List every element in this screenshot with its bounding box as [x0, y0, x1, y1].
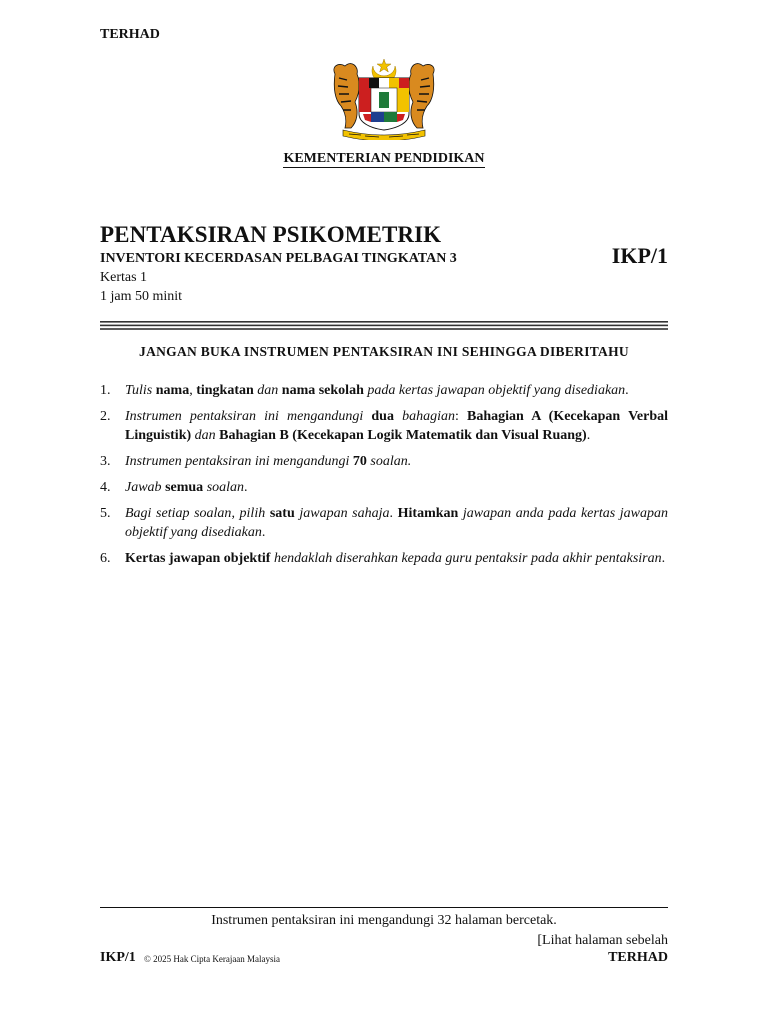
- instruction-text-run: pada kertas jawapan objektif yang disediakan: [363, 383, 626, 398]
- next-page-note: [Lihat halaman sebelah: [537, 933, 668, 948]
- malaysia-coat-of-arms-icon: [329, 56, 439, 140]
- instruction-number: 2.: [100, 409, 111, 424]
- ministry-name: KEMENTERIAN PENDIDIKAN: [283, 151, 485, 166]
- instruction-text-run: Bagi setiap soalan: [125, 506, 232, 521]
- instruction-item: [100, 478, 668, 497]
- instruction-number: 3.: [100, 454, 111, 469]
- instruction-text-run: .: [244, 480, 248, 495]
- warning-notice: JANGAN BUKA INSTRUMEN PENTAKSIRAN INI SEHINGGA DIBERITAHU: [139, 344, 629, 359]
- exam-duration: 1 jam 50 minit: [100, 289, 183, 304]
- instruction-text-run: .: [661, 551, 666, 566]
- instruction-text-run: tingkatan: [196, 383, 254, 398]
- paper-number: Kertas 1: [100, 270, 148, 285]
- instruction-text-run: :: [455, 409, 468, 424]
- instruction-text-run: pilih: [239, 506, 270, 521]
- instruction-text-run: Bahagian A (Kecekapan Verbal Linguistik): [125, 409, 669, 443]
- instruction-number: 6.: [100, 551, 111, 566]
- exam-title: PENTAKSIRAN PSIKOMETRIK: [100, 222, 442, 247]
- instruction-text-run: .: [261, 525, 266, 540]
- instruction-text-run: semua: [165, 480, 204, 495]
- instruction-number: 1.: [100, 383, 111, 398]
- instruction-text-run: bahagian: [393, 409, 455, 424]
- instruction-number: 5.: [100, 506, 111, 521]
- instruction-text-run: soalan.: [366, 454, 412, 469]
- instruction-text-run: nama: [155, 383, 190, 398]
- instruction-text-run: Kertas jawapan objektif: [125, 551, 271, 566]
- instruction-text-run: Hitamkan: [397, 506, 459, 521]
- instruction-text-run: Bahagian B (Kecekapan Logik Matematik dan Visual Ruang): [219, 428, 587, 443]
- header-triple-rule: [100, 321, 668, 330]
- instruction-text-run: ,: [189, 383, 197, 398]
- copyright-notice: © 2025 Hak Cipta Kerajaan Malaysia: [144, 954, 281, 964]
- instruction-text-run: .: [625, 383, 629, 398]
- instruction-text-run: satu: [269, 506, 295, 521]
- classification-header: TERHAD: [100, 27, 160, 42]
- instruction-text-run: .: [586, 428, 591, 443]
- footer-exam-code: IKP/1: [100, 950, 136, 965]
- instruction-text-run: hendaklah diserahkan kepada guru pentaksir pada akhir pentaksiran: [270, 551, 662, 566]
- exam-subject: INVENTORI KECERDASAN PELBAGAI TINGKATAN 3: [100, 251, 457, 266]
- instruction-text-run: jawapan sahaja: [294, 506, 390, 521]
- instruction-text-run: dan: [191, 428, 220, 443]
- instruction-text-run: .: [389, 506, 398, 521]
- instruction-text-run: ,: [231, 506, 240, 521]
- instruction-text-run: nama sekolah: [281, 383, 364, 398]
- instruction-item: [100, 549, 668, 568]
- instruction-item: [100, 407, 668, 445]
- classification-footer: TERHAD: [608, 950, 668, 965]
- instruction-text-run: 70: [352, 454, 367, 469]
- instruction-text-run: soalan: [203, 480, 245, 495]
- instruction-text-run: dan: [253, 383, 282, 398]
- instruction-text-run: Instrumen pentaksiran ini mengandungi: [125, 454, 353, 469]
- instruction-text-run: Instrumen pentaksiran ini mengandungi: [125, 409, 372, 424]
- instruction-text-run: Jawab: [125, 480, 166, 495]
- page-count-note: Instrumen pentaksiran ini mengandungi 32 halaman bercetak.: [211, 913, 557, 928]
- instructions-list: [100, 381, 668, 575]
- instruction-text-run: jawapan anda pada kertas jawapan objektif yang disediakan: [125, 506, 669, 540]
- instruction-item: [100, 452, 668, 471]
- instruction-text-run: dua: [371, 409, 394, 424]
- instruction-number: 4.: [100, 480, 111, 495]
- instruction-item: [100, 504, 668, 542]
- instruction-text-run: Tulis: [125, 383, 156, 398]
- instruction-item: [100, 381, 668, 400]
- footer-rule: [100, 907, 668, 908]
- exam-code: IKP/1: [611, 243, 668, 268]
